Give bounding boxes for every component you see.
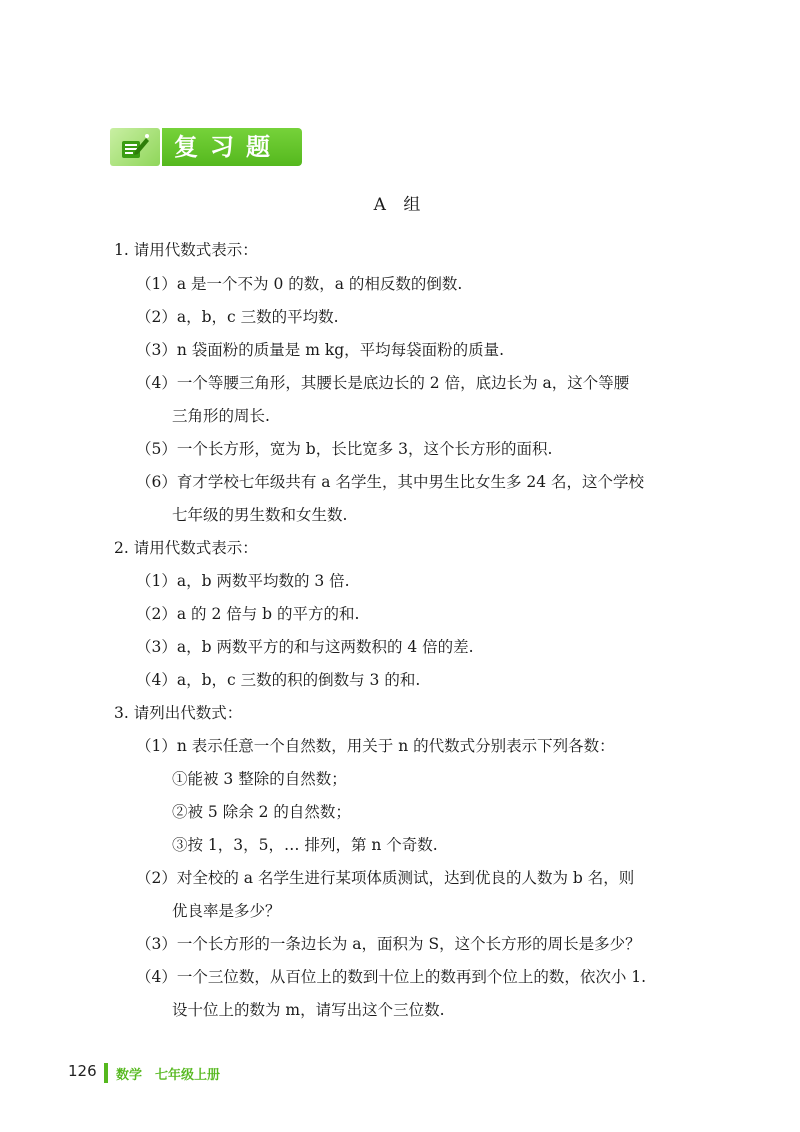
- question-2-part-1: （1）a，b 两数平均数的 3 倍.: [136, 572, 350, 590]
- question-1-part-1: （1）a 是一个不为 0 的数，a 的相反数的倒数.: [136, 275, 463, 293]
- page-number: 126: [68, 1062, 97, 1080]
- book-title: 数学 七年级上册: [116, 1068, 221, 1083]
- question-2-part-2: （2）a 的 2 倍与 b 的平方的和.: [136, 605, 360, 623]
- question-1-part-2: （2）a，b，c 三数的平均数.: [136, 308, 339, 326]
- question-3: 3. 请列出代数式：: [114, 704, 243, 722]
- question-1-part-4-cont: 三角形的周长.: [172, 407, 270, 425]
- banner-title-box: [162, 128, 302, 166]
- pencil-note-icon: [119, 133, 151, 161]
- question-3-part-4-cont: 设十位上的数为 m，请写出这个三位数.: [172, 1001, 445, 1019]
- question-3-part-2-cont: 优良率是多少？: [172, 902, 281, 920]
- question-3-part-1-item-1: ①能被 3 整除的自然数；: [172, 770, 347, 788]
- question-1-part-4: （4）一个等腰三角形，其腰长是底边长的 2 倍，底边长为 a，这个等腰: [136, 374, 630, 392]
- section-banner: [110, 128, 302, 166]
- question-1: 1. 请用代数式表示：: [114, 241, 258, 259]
- question-3-part-4: （4）一个三位数，从百位上的数到十位上的数再到个位上的数，依次小 1.: [136, 968, 647, 986]
- question-2-part-3: （3）a，b 两数平方的和与这两数积的 4 倍的差.: [136, 638, 474, 656]
- banner-icon-box: [110, 128, 160, 166]
- question-1-part-5: （5）一个长方形，宽为 b，长比宽多 3，这个长方形的面积.: [136, 440, 553, 458]
- question-2: 2. 请用代数式表示：: [114, 539, 258, 557]
- question-3-part-1-item-3: ③按 1，3，5，… 排列，第 n 个奇数.: [172, 836, 438, 854]
- footer-divider: [104, 1063, 108, 1083]
- question-3-part-3: （3）一个长方形的一条边长为 a，面积为 S，这个长方形的周长是多少？: [136, 935, 641, 953]
- question-1-part-3: （3）n 袋面粉的质量是 m kg，平均每袋面粉的质量.: [136, 341, 505, 359]
- question-1-part-6-cont: 七年级的男生数和女生数.: [172, 506, 348, 524]
- question-2-part-4: （4）a，b，c 三数的积的倒数与 3 的和.: [136, 671, 421, 689]
- question-1-part-6: （6）育才学校七年级共有 a 名学生，其中男生比女生多 24 名，这个学校: [136, 473, 645, 491]
- section-heading: A 组: [373, 195, 427, 215]
- question-3-part-1-item-2: ②被 5 除余 2 的自然数；: [172, 803, 351, 821]
- page-title: 复习题: [174, 133, 282, 161]
- question-3-part-2: （2）对全校的 a 名学生进行某项体质测试，达到优良的人数为 b 名，则: [136, 869, 635, 887]
- question-3-part-1: （1）n 表示任意一个自然数，用关于 n 的代数式分别表示下列各数：: [136, 737, 615, 755]
